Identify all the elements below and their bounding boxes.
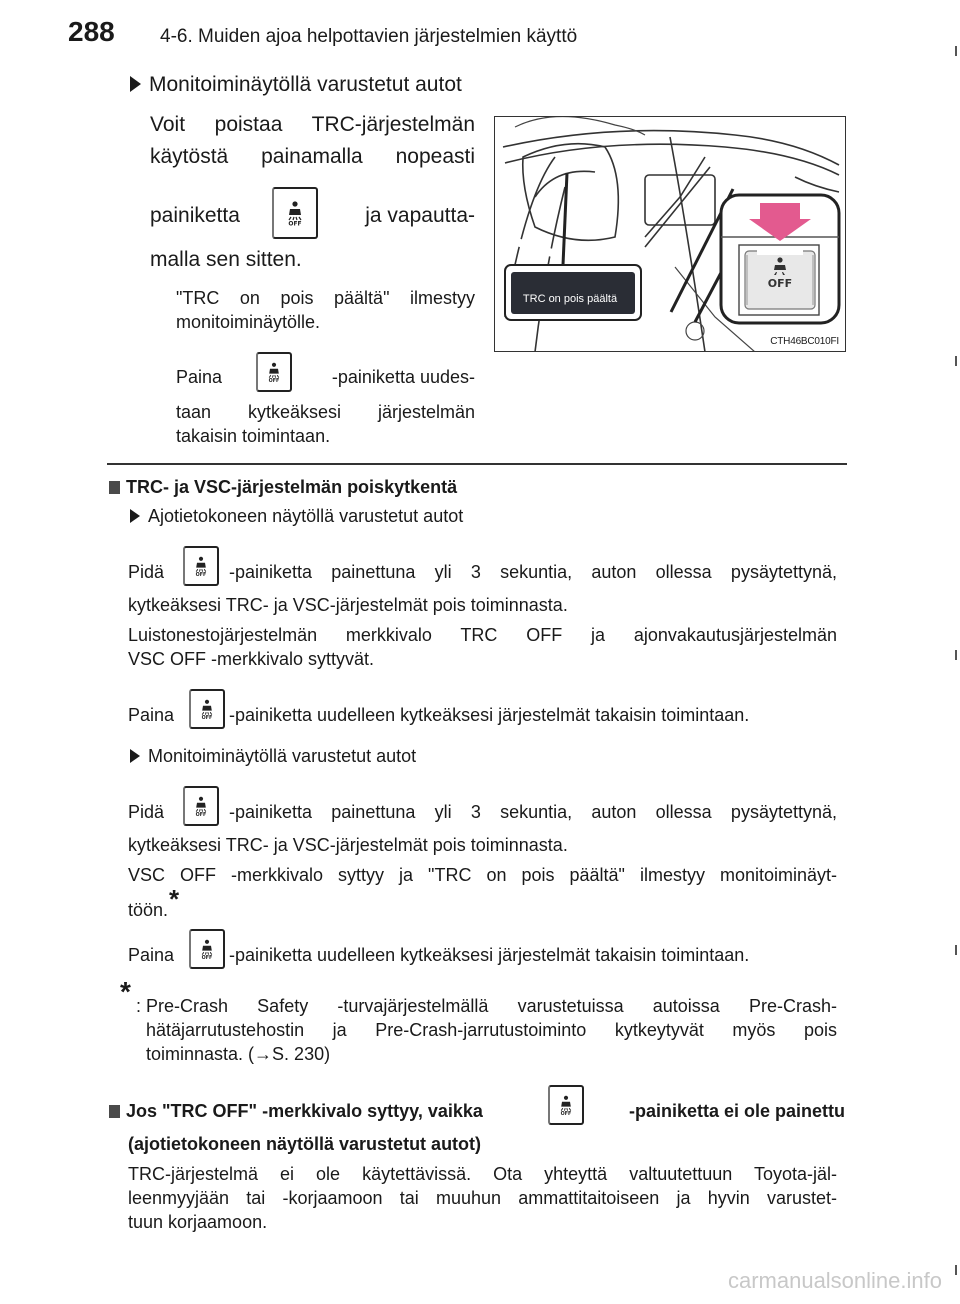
trc-off-button-icon (256, 352, 292, 392)
sub1-p3-a: Paina (128, 705, 175, 725)
dashboard-drawing (495, 117, 846, 352)
top-line-4: malla sen sitten. (150, 248, 302, 271)
triangle-bullet-icon (130, 749, 140, 763)
sub1-p1-b: -painiketta painettuna yli 3 sekuntia, auton ollessa pysäytettynä, (229, 562, 837, 582)
section3-body-line-3: tuun korjaamoon. (128, 1212, 268, 1232)
footnote-line-2: hätäjarrutustehostin ja Pre-Crash-jarrutustoiminto kytkeytyvät myös pois (146, 1020, 837, 1040)
sub1-p1-a: Pidä (128, 562, 165, 582)
sub2-p1-line-2: kytkeäksesi TRC- ja VSC-järjestelmät pois toiminnasta. (128, 835, 568, 855)
note2-a: Paina (176, 367, 223, 387)
sub2-p2-line-2: töön.* (128, 884, 180, 920)
sub1-p2-line-1: Luistonestojärjestelmän merkkivalo TRC OFF ja ajonvakautusjärjestelmän (128, 625, 837, 645)
note2-line-3: takaisin toimintaan. (176, 426, 331, 446)
triangle-bullet-icon (130, 509, 140, 523)
trc-off-button-icon (183, 786, 219, 826)
watermark-link[interactable]: carmanualsonline.info (727, 1268, 942, 1293)
note2-line-2: taan kytkeäksesi järjestelmän (176, 402, 475, 422)
footnote-colon: : (136, 996, 142, 1016)
top-heading: Monitoiminäytöllä varustetut autot (130, 70, 462, 100)
section3-body-line-2: leenmyyjään tai -korjaamoon tai muuhun ammattitaitoiseen ja hyvin varustet- (128, 1188, 837, 1208)
section3-heading-a: Jos "TRC OFF" -merkkivalo syttyy, vaikka (109, 1099, 483, 1123)
sub1-p1-line-2: kytkeäksesi TRC- ja VSC-järjestelmät pois toiminnasta. (128, 595, 568, 615)
footnote-mark: * (120, 976, 131, 1007)
trc-off-button-icon (189, 689, 225, 729)
section3-heading-line-2: (ajotietokoneen näytöllä varustetut autot) (128, 1134, 482, 1154)
square-bullet-icon (109, 481, 120, 494)
svg-text:OFF: OFF (195, 573, 207, 577)
svg-text:OFF: OFF (201, 716, 213, 720)
dashboard-illustration (494, 116, 846, 352)
sub2-p3-b: -painiketta uudelleen kytkeäksesi järjestelmät takaisin toimintaan. (229, 945, 750, 965)
sub1-p2-line-2: VSC OFF -merkkivalo syttyvät. (128, 649, 375, 669)
page-number: 288 (68, 16, 115, 47)
svg-text:OFF: OFF (767, 277, 793, 290)
section2-heading: TRC- ja VSC-järjestelmän poiskytkentä (109, 475, 457, 499)
top-line-1: Voit poistaa TRC-järjestelmän (150, 113, 475, 136)
trc-off-button-icon (272, 187, 318, 239)
triangle-bullet-icon (130, 76, 141, 92)
sub1-p3-b: -painiketta uudelleen kytkeäksesi järjestelmät takaisin toimintaan. (229, 705, 750, 725)
edge-mark (955, 356, 957, 366)
chapter-title: 4-6. Muiden ajoa helpottavien järjestelmien käyttö (160, 26, 578, 47)
edge-mark (955, 46, 957, 56)
edge-mark (955, 650, 957, 660)
svg-text:OFF: OFF (268, 379, 280, 383)
footnote-line-3: toiminnasta. (→S. 230) (146, 1044, 331, 1064)
section3-body-line-1: TRC-järjestelmä ei ole käytettävissä. Ota yhteyttä valtuutettuun Toyota-jäl- (128, 1164, 837, 1184)
top-line-2: käytöstä painamalla nopeasti (150, 145, 475, 168)
section-divider (107, 463, 847, 465)
sub2-p1-a: Pidä (128, 802, 165, 822)
screen-message: TRC on pois päältä (522, 293, 618, 305)
sub2-p2-line-1: VSC OFF -merkkivalo syttyy ja "TRC on pois päältä" ilmestyy monitoiminäyt- (128, 865, 837, 885)
svg-text:OFF: OFF (560, 1112, 572, 1116)
edge-mark (955, 1265, 957, 1275)
note2-b: -painiketta uudes- (331, 367, 475, 387)
trc-off-button-icon (189, 929, 225, 969)
sub1-heading: Ajotietokoneen näytöllä varustetut autot (130, 504, 463, 528)
note1-line-2: monitoiminäytölle. (176, 312, 321, 332)
svg-text:OFF: OFF (288, 220, 302, 226)
svg-text:OFF: OFF (195, 813, 207, 817)
top-line-3a: painiketta (150, 204, 240, 227)
square-bullet-icon (109, 1105, 120, 1118)
trc-off-button-icon (183, 546, 219, 586)
trc-off-button-icon (548, 1085, 584, 1125)
footnote-line-1: Pre-Crash Safety -turvajärjestelmällä varustetuissa autoissa Pre-Crash- (146, 996, 837, 1016)
sub2-p1-b: -painiketta painettuna yli 3 sekuntia, auton ollessa pysäytettynä, (229, 802, 837, 822)
sub2-heading: Monitoiminäytöllä varustetut autot (130, 744, 416, 768)
footnote-star: * (169, 884, 180, 914)
section3-heading-b: -painiketta ei ole painettu (628, 1101, 845, 1121)
edge-mark (955, 945, 957, 955)
sub2-p3-a: Paina (128, 945, 175, 965)
svg-text:OFF: OFF (201, 956, 213, 960)
top-line-3b: ja vapautta- (365, 204, 475, 227)
note1-line-1: "TRC on pois päältä" ilmestyy (176, 288, 475, 308)
figure-code: CTH46BC010FI (770, 336, 839, 347)
